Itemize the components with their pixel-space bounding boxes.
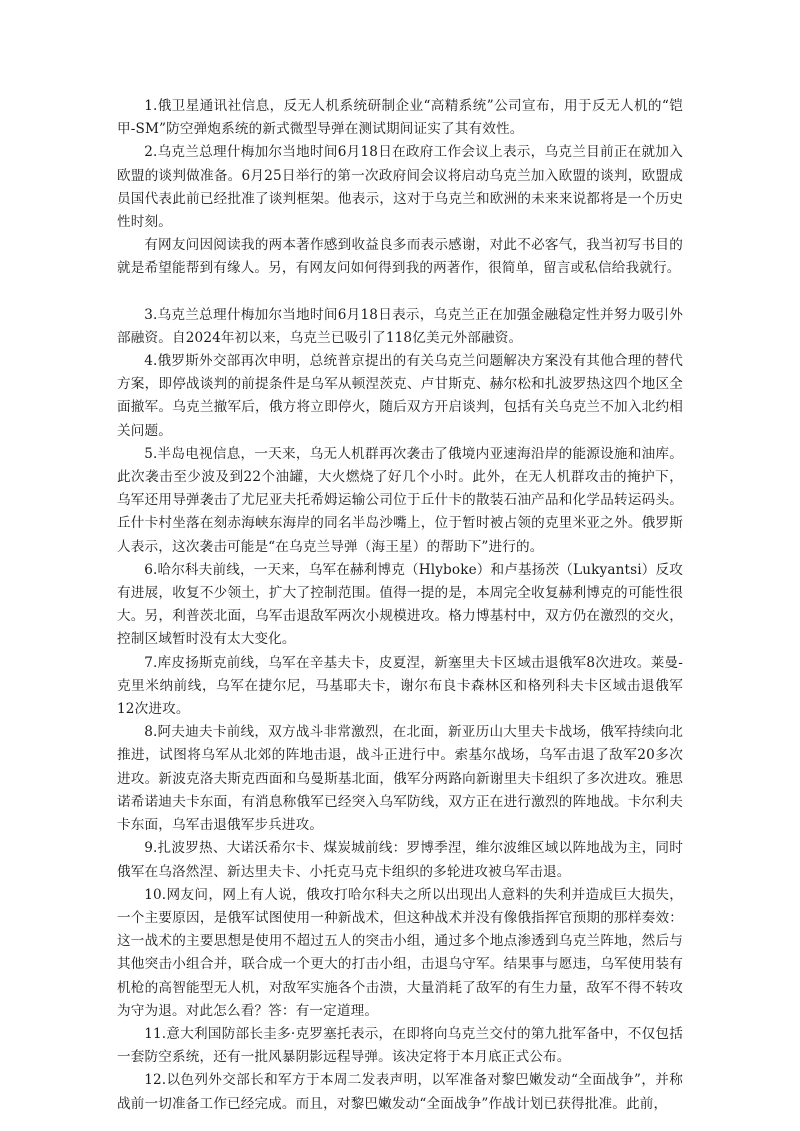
news-item-8: 8.阿夫迪夫卡前线，双方战斗非常激烈，在北面，新亚历山大里夫卡战场，俄军持续向北推进，试图将乌军从北郊的阵地击退，战斗正进行中。索基尔战场，乌军击退了敌军20多次进攻。新波克洛夫斯克西面和乌曼斯基北面，俄军分两路向新谢里夫卡组织了多次进攻。雅思诺希诺迪夫卡东面，有消息称俄军已经突入乌军防线，双方正在进行激烈的阵地战。卡尔利夫卡东面，乌军击退俄军步兵进攻。 [117,724,683,834]
news-item-2: 2.乌克兰总理什梅加尔当地时间6月18日在政府工作会议上表示，乌克兰目前正在就加入欧盟的谈判做准备。6月25日举行的第一次政府间会议将启动乌克兰加入欧盟的谈判，欧盟成员国代表此前已经批准了谈判框架。他表示，这对于乌克兰和欧洲的未来来说都将是一个历史性时刻。 [117,144,683,231]
news-item-12: 12.以色列外交部长和军方于本周二发表声明，以军准备对黎巴嫩发动“全面战争”，并称战前一切准备工作已经完成。而且，对黎巴嫩发动“全面战争”作战计划已获得批准。此前， [117,1072,683,1112]
news-item-11: 11.意大利国防部长圭多·克罗塞托表示，在即将向乌克兰交付的第九批军备中，不仅包括一套防空系统，还有一批风暴阴影远程导弹。该决定将于本月底正式公布。 [117,1025,683,1066]
news-item-5: 5.半岛电视信息，一天来，乌无人机群再次袭击了俄境内亚速海沿岸的能源设施和油库。此次袭击至少波及到22个油罐，大火燃烧了好几个小时。此外，在无人机群攻击的掩护下，乌军还用导弹袭击了尤尼亚夫托希姆运输公司位于丘什卡的散装石油产品和化学品转运码头。丘什卡村坐落在刻赤海峡东海岸的同名半岛沙嘴上，位于暂时被占领的克里米亚之外。俄罗斯人表示，这次袭击可能是“在乌克兰导弹（海王星）的帮助下”进行的。 [117,445,683,555]
news-item-4: 4.俄罗斯外交部再次申明，总统普京提出的有关乌克兰问题解决方案没有其他合理的替代方案，即停战谈判的前提条件是乌军从顿涅茨克、卢甘斯克、赫尔松和扎波罗热这四个地区全面撤军。乌克兰撤军后，俄方将立即停火，随后双方开启谈判，包括有关乌克兰不加入北约相关问题。 [117,353,683,439]
news-item-6: 6.哈尔科夫前线，一天来，乌军在赫利博克（Hlyboke）和卢基扬茨（Lukyantsi）反攻有进展，收复不少领土，扩大了控制范围。值得一提的是，本周完全收复赫利博克的可能性很大。另，利普茨北面，乌军击退敌军两次小规模进攻。格力博基村中，双方仍在激烈的交火，控制区域暂时没有太大变化。 [117,561,683,648]
news-item-7: 7.库皮扬斯克前线，乌军在辛基夫卡，皮夏涅，新塞里夫卡区域击退俄军8次进攻。莱曼-克里米纳前线，乌军在捷尔尼，马基耶夫卡，谢尔布良卡森林区和格列科夫卡区域击退俄军12次进攻。 [117,654,683,718]
reader-note: 有网友问因阅读我的两本著作感到收益良多而表示感谢，对此不必客气，我当初写书目的就是希望能帮到有缘人。另，有网友问如何得到我的两著作，很简单，留言或私信给我就行。 [117,237,683,277]
blank-line [117,281,683,304]
news-item-10: 10.网友问，网上有人说，俄攻打哈尔科夫之所以出现出人意料的失利并造成巨大损失，一个主要原因，是俄军试图使用一种新战术，但这种战术并没有像俄指挥官预期的那样奏效：这一战术的主要思想是使用不超过五人的突击小组，通过多个地点渗透到乌克兰阵地，然后与其他突击小组合并，联合成一个更大的打击小组，击退乌守军。结果事与愿违，乌军使用装有机枪的高智能型无人机，对敌军实施各个击溃，大量消耗了敌军的有生力量，敌军不得不转攻为守为退。对此怎么看？答：有一定道理。 [117,886,683,1019]
news-item-9: 9.扎波罗热、大诺沃希尔卡、煤炭城前线：罗博季涅，维尔波维区域以阵地战为主，同时俄军在乌洛然涅、新达里夫卡、小托克马克卡组织的多轮进攻被乌军击退。 [117,840,683,880]
news-item-1: 1.俄卫星通讯社信息，反无人机系统研制企业“高精系统”公司宣布，用于反无人机的“铠甲-SM”防空弹炮系统的新式微型导弹在测试期间证实了其有效性。 [117,98,683,138]
document-body [117,95,683,1116]
news-item-3: 3.乌克兰总理什梅加尔当地时间6月18日表示，乌克兰正在加强金融稳定性并努力吸引外部融资。自2024年初以来，乌克兰已吸引了118亿美元外部融资。 [117,306,683,346]
